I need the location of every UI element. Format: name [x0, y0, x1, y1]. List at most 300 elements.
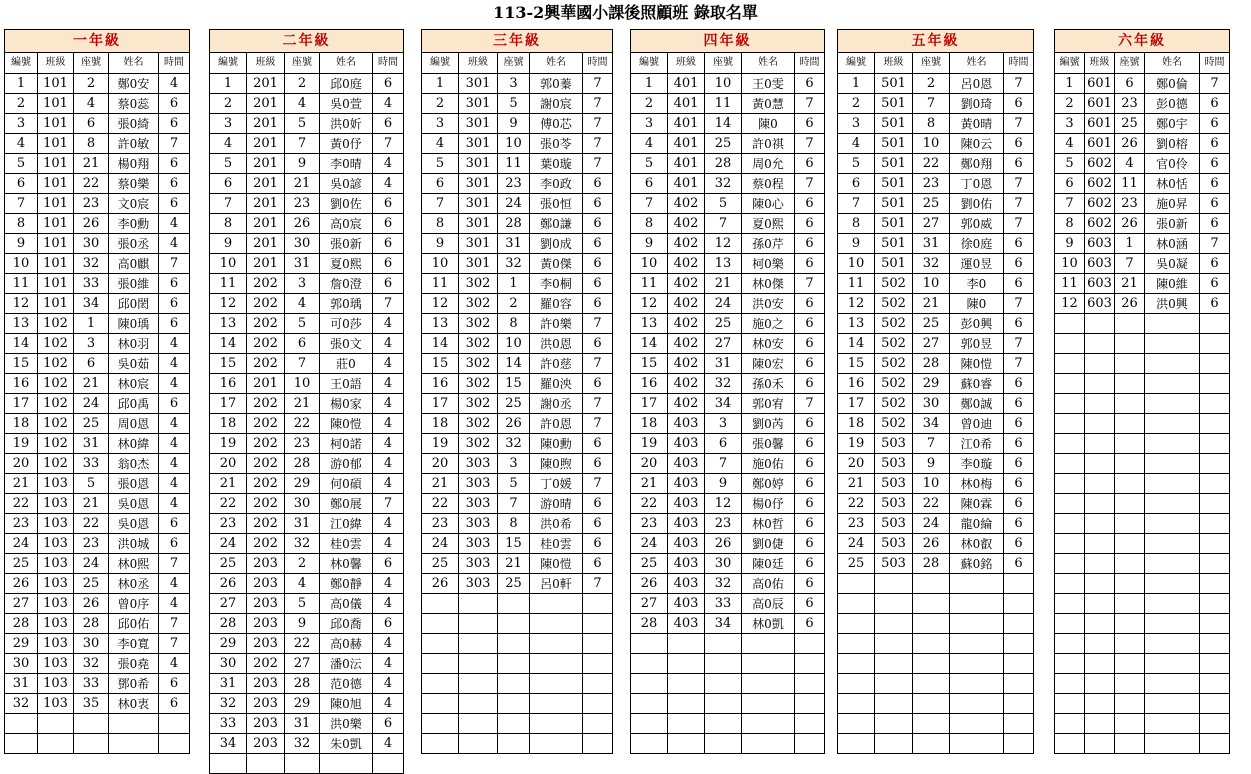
table-row: [210, 214, 404, 234]
cell-seat: 28: [498, 214, 530, 234]
empty-cell: [1115, 634, 1145, 654]
table-row: [631, 174, 825, 194]
cell-class: 602: [1085, 194, 1115, 214]
cell-time: 6: [1200, 94, 1230, 114]
empty-cell: [1004, 674, 1034, 694]
cell-class: 101: [38, 254, 74, 274]
cell-seat: 27: [285, 654, 320, 674]
cell-time: 6: [583, 454, 613, 474]
empty-cell: [1200, 714, 1230, 734]
cell-name: 羅0容: [530, 294, 583, 314]
cell-time: 4: [373, 154, 404, 174]
table-row: [838, 494, 1034, 514]
table-row: [210, 94, 404, 114]
cell-seat: 15: [498, 534, 530, 554]
cell-name: 陳0云: [950, 134, 1004, 154]
cell-no: 4: [5, 134, 38, 154]
table-row: [1055, 174, 1230, 194]
empty-row: [1055, 374, 1230, 394]
table-row: [422, 454, 613, 474]
empty-cell: [422, 594, 459, 614]
cell-seat: 30: [285, 494, 320, 514]
table-row: [5, 254, 190, 274]
cell-no: 14: [838, 334, 875, 354]
cell-no: 9: [5, 234, 38, 254]
cell-name: 柯0樂: [742, 254, 795, 274]
empty-cell: [1055, 434, 1085, 454]
cell-no: 25: [422, 554, 459, 574]
cell-name: 洪0興: [1145, 294, 1200, 314]
cell-name: 高0宸: [320, 214, 373, 234]
empty-row: [422, 654, 613, 674]
cell-seat: 30: [705, 554, 742, 574]
cell-class: 401: [668, 94, 705, 114]
cell-no: 6: [5, 174, 38, 194]
cell-name: 吳0茹: [109, 354, 159, 374]
cell-seat: 26: [1115, 294, 1145, 314]
empty-cell: [583, 694, 613, 714]
cell-time: 7: [1200, 74, 1230, 94]
empty-cell: [1115, 694, 1145, 714]
cell-seat: 23: [1115, 94, 1145, 114]
cell-class: 403: [668, 414, 705, 434]
cell-no: 17: [5, 394, 38, 414]
table-row: [838, 234, 1034, 254]
cell-class: 403: [668, 494, 705, 514]
empty-cell: [109, 734, 159, 754]
cell-no: 5: [1055, 154, 1085, 174]
cell-seat: 10: [498, 334, 530, 354]
cell-seat: 5: [498, 474, 530, 494]
cell-no: 19: [838, 434, 875, 454]
cell-class: 501: [875, 94, 913, 114]
cell-no: 7: [631, 194, 668, 214]
cell-no: 8: [210, 214, 247, 234]
empty-cell: [795, 634, 825, 654]
cell-time: 7: [583, 94, 613, 114]
empty-cell: [875, 634, 913, 654]
cell-no: 16: [422, 374, 459, 394]
empty-row: [210, 754, 404, 774]
cell-name: 鄭0謙: [530, 214, 583, 234]
grade-title: 四年級: [631, 30, 825, 53]
cell-class: 301: [459, 74, 498, 94]
cell-no: 24: [5, 534, 38, 554]
table-row: [1055, 294, 1230, 314]
empty-cell: [875, 734, 913, 754]
cell-name: 劉0佑: [950, 194, 1004, 214]
cell-seat: 25: [913, 314, 950, 334]
cell-name: 劉0芮: [742, 414, 795, 434]
cell-no: 27: [5, 594, 38, 614]
cell-class: 601: [1085, 74, 1115, 94]
empty-cell: [631, 694, 668, 714]
table-row: [631, 234, 825, 254]
cell-time: 6: [795, 74, 825, 94]
cell-time: 7: [583, 154, 613, 174]
cell-time: 6: [1004, 474, 1034, 494]
cell-time: 6: [583, 274, 613, 294]
table-row: [838, 334, 1034, 354]
cell-time: 4: [373, 694, 404, 714]
cell-name: 林0恬: [1145, 174, 1200, 194]
table-row: [210, 654, 404, 674]
cell-seat: 4: [285, 574, 320, 594]
empty-cell: [459, 654, 498, 674]
table-row: [5, 474, 190, 494]
cell-class: 101: [38, 234, 74, 254]
cell-time: 6: [795, 494, 825, 514]
empty-cell: [1200, 374, 1230, 394]
cell-class: 401: [668, 74, 705, 94]
empty-row: [422, 634, 613, 654]
cell-no: 6: [210, 174, 247, 194]
grade-4-table: [630, 29, 825, 754]
cell-class: 103: [38, 574, 74, 594]
cell-name: 吳0恩: [109, 494, 159, 514]
cell-class: 402: [668, 274, 705, 294]
grade-title: 三年級: [422, 30, 613, 53]
cell-no: 19: [422, 434, 459, 454]
cell-name: 潘0沄: [320, 654, 373, 674]
cell-name: 張0馨: [742, 434, 795, 454]
cell-name: 郭0宥: [742, 394, 795, 414]
cell-time: 7: [159, 134, 190, 154]
cell-seat: 23: [498, 174, 530, 194]
cell-class: 303: [459, 474, 498, 494]
cell-time: 7: [1004, 174, 1034, 194]
cell-name: 江0緯: [320, 514, 373, 534]
cell-class: 602: [1085, 154, 1115, 174]
table-row: [631, 454, 825, 474]
cell-seat: 21: [74, 494, 109, 514]
cell-time: 4: [159, 654, 190, 674]
cell-class: 402: [668, 254, 705, 274]
cell-no: 15: [5, 354, 38, 374]
empty-cell: [1004, 714, 1034, 734]
cell-seat: 5: [74, 474, 109, 494]
table-row: [631, 374, 825, 394]
cell-class: 202: [247, 474, 285, 494]
empty-cell: [1200, 594, 1230, 614]
cell-time: 6: [795, 354, 825, 374]
cell-name: 林0宸: [109, 374, 159, 394]
cell-time: 6: [1200, 154, 1230, 174]
empty-cell: [1085, 414, 1115, 434]
empty-cell: [1115, 514, 1145, 534]
cell-seat: 32: [705, 374, 742, 394]
empty-cell: [838, 594, 875, 614]
cell-class: 101: [38, 134, 74, 154]
cell-name: 謝0丞: [530, 394, 583, 414]
table-row: [210, 534, 404, 554]
cell-time: 4: [159, 354, 190, 374]
cell-seat: 25: [705, 314, 742, 334]
empty-cell: [838, 734, 875, 754]
empty-cell: [320, 754, 373, 774]
cell-time: 4: [159, 234, 190, 254]
empty-cell: [1055, 454, 1085, 474]
cell-no: 29: [5, 634, 38, 654]
cell-seat: 31: [285, 514, 320, 534]
cell-class: 103: [38, 614, 74, 634]
empty-cell: [422, 674, 459, 694]
cell-name: 洪0樂: [320, 714, 373, 734]
cell-no: 33: [210, 714, 247, 734]
table-row: [631, 194, 825, 214]
cell-time: 7: [583, 394, 613, 414]
empty-cell: [1085, 334, 1115, 354]
cell-seat: 34: [705, 394, 742, 414]
column-header-no: 編號: [631, 53, 668, 74]
cell-name: 陳0心: [742, 194, 795, 214]
cell-no: 8: [1055, 214, 1085, 234]
cell-time: 7: [795, 94, 825, 114]
cell-no: 22: [422, 494, 459, 514]
cell-seat: 8: [498, 314, 530, 334]
column-header-seat: 座號: [913, 53, 950, 74]
cell-time: 6: [373, 234, 404, 254]
table-row: [838, 74, 1034, 94]
cell-no: 26: [631, 574, 668, 594]
cell-class: 501: [875, 214, 913, 234]
cell-name: 林0熙: [109, 554, 159, 574]
cell-seat: 5: [285, 594, 320, 614]
empty-row: [631, 674, 825, 694]
cell-time: 4: [159, 214, 190, 234]
cell-name: 郭0蓁: [530, 74, 583, 94]
cell-no: 15: [838, 354, 875, 374]
cell-name: 吳0萱: [320, 94, 373, 114]
cell-class: 203: [247, 614, 285, 634]
cell-time: 7: [159, 634, 190, 654]
empty-cell: [1085, 734, 1115, 754]
empty-cell: [913, 674, 950, 694]
cell-class: 201: [247, 214, 285, 234]
cell-time: 6: [583, 294, 613, 314]
column-header-time: 時間: [159, 53, 190, 74]
cell-class: 102: [38, 374, 74, 394]
cell-no: 16: [210, 374, 247, 394]
empty-cell: [1004, 614, 1034, 634]
cell-time: 7: [795, 134, 825, 154]
cell-class: 302: [459, 354, 498, 374]
table-row: [422, 234, 613, 254]
cell-seat: 23: [74, 194, 109, 214]
cell-name: 邱0庭: [320, 74, 373, 94]
table-row: [210, 114, 404, 134]
table-row: [5, 74, 190, 94]
cell-seat: 1: [1115, 234, 1145, 254]
cell-no: 28: [631, 614, 668, 634]
cell-name: 張0苓: [530, 134, 583, 154]
cell-seat: 21: [498, 554, 530, 574]
cell-class: 201: [247, 134, 285, 154]
cell-time: 6: [159, 94, 190, 114]
cell-class: 101: [38, 114, 74, 134]
cell-class: 102: [38, 394, 74, 414]
column-header-row: [5, 53, 190, 74]
table-row: [631, 574, 825, 594]
empty-cell: [668, 714, 705, 734]
empty-row: [1055, 694, 1230, 714]
cell-time: 6: [159, 294, 190, 314]
empty-row: [838, 594, 1034, 614]
empty-cell: [159, 714, 190, 734]
cell-class: 201: [247, 154, 285, 174]
cell-time: 7: [795, 174, 825, 194]
cell-name: 范0德: [320, 674, 373, 694]
cell-no: 9: [838, 234, 875, 254]
empty-cell: [1145, 414, 1200, 434]
empty-cell: [1004, 694, 1034, 714]
cell-seat: 34: [705, 614, 742, 634]
cell-seat: 3: [285, 274, 320, 294]
table-row: [631, 554, 825, 574]
empty-row: [1055, 394, 1230, 414]
cell-seat: 7: [285, 134, 320, 154]
cell-no: 17: [422, 394, 459, 414]
empty-cell: [5, 734, 38, 754]
cell-no: 26: [210, 574, 247, 594]
cell-name: 黃0伃: [320, 134, 373, 154]
table-row: [210, 194, 404, 214]
empty-row: [631, 714, 825, 734]
table-row: [631, 94, 825, 114]
empty-cell: [1200, 634, 1230, 654]
empty-cell: [1200, 734, 1230, 754]
cell-name: 張0堯: [109, 654, 159, 674]
cell-time: 4: [373, 474, 404, 494]
cell-no: 24: [210, 534, 247, 554]
cell-no: 13: [422, 314, 459, 334]
empty-cell: [1145, 334, 1200, 354]
empty-row: [1055, 514, 1230, 534]
cell-class: 202: [247, 534, 285, 554]
empty-row: [5, 714, 190, 734]
column-header-class: 班級: [1085, 53, 1115, 74]
cell-no: 15: [422, 354, 459, 374]
cell-no: 7: [210, 194, 247, 214]
cell-seat: 7: [498, 494, 530, 514]
cell-time: 7: [1004, 354, 1034, 374]
cell-no: 10: [422, 254, 459, 274]
table-row: [5, 194, 190, 214]
cell-seat: 33: [705, 594, 742, 614]
cell-name: 孫0禾: [742, 374, 795, 394]
table-row: [631, 134, 825, 154]
empty-cell: [1085, 554, 1115, 574]
cell-class: 402: [668, 334, 705, 354]
cell-class: 403: [668, 534, 705, 554]
grade-6-table: [1054, 29, 1230, 754]
cell-class: 302: [459, 374, 498, 394]
empty-cell: [498, 654, 530, 674]
table-row: [631, 474, 825, 494]
column-header-seat: 座號: [285, 53, 320, 74]
cell-name: 周0恩: [109, 414, 159, 434]
table-row: [1055, 234, 1230, 254]
cell-name: 蔡0蕊: [109, 94, 159, 114]
cell-name: 林0衷: [109, 694, 159, 714]
cell-time: 7: [1004, 194, 1034, 214]
empty-cell: [1055, 474, 1085, 494]
cell-class: 502: [875, 394, 913, 414]
cell-time: 6: [1004, 254, 1034, 274]
grade-title: 二年級: [210, 30, 404, 53]
cell-time: 7: [583, 474, 613, 494]
empty-cell: [1200, 654, 1230, 674]
table-row: [422, 134, 613, 154]
empty-cell: [459, 594, 498, 614]
cell-name: 游0郁: [320, 454, 373, 474]
cell-class: 103: [38, 634, 74, 654]
empty-cell: [583, 634, 613, 654]
cell-class: 401: [668, 114, 705, 134]
cell-name: 鄭0展: [320, 494, 373, 514]
table-row: [1055, 194, 1230, 214]
grade-1-table: [4, 29, 190, 754]
cell-seat: 3: [498, 74, 530, 94]
cell-class: 102: [38, 354, 74, 374]
cell-class: 201: [247, 114, 285, 134]
cell-seat: 26: [74, 594, 109, 614]
cell-seat: 32: [913, 254, 950, 274]
cell-class: 102: [38, 334, 74, 354]
empty-cell: [1145, 314, 1200, 334]
cell-time: 7: [1004, 114, 1034, 134]
cell-name: 何0碩: [320, 474, 373, 494]
cell-no: 13: [838, 314, 875, 334]
cell-seat: 28: [285, 454, 320, 474]
empty-cell: [459, 674, 498, 694]
table-row: [422, 434, 613, 454]
cell-class: 203: [247, 554, 285, 574]
column-header-seat: 座號: [498, 53, 530, 74]
table-row: [1055, 154, 1230, 174]
cell-seat: 22: [74, 174, 109, 194]
column-header-row: [838, 53, 1034, 74]
empty-cell: [742, 674, 795, 694]
cell-class: 201: [247, 234, 285, 254]
cell-no: 21: [631, 474, 668, 494]
empty-cell: [1055, 634, 1085, 654]
empty-cell: [668, 654, 705, 674]
cell-seat: 29: [285, 694, 320, 714]
cell-seat: 6: [705, 434, 742, 454]
empty-cell: [498, 594, 530, 614]
empty-cell: [459, 714, 498, 734]
column-header-row: [1055, 53, 1230, 74]
cell-class: 202: [247, 514, 285, 534]
cell-no: 32: [5, 694, 38, 714]
cell-no: 2: [210, 94, 247, 114]
cell-name: 丁0媛: [530, 474, 583, 494]
cell-class: 303: [459, 454, 498, 474]
cell-no: 20: [422, 454, 459, 474]
column-header-no: 編號: [5, 53, 38, 74]
table-row: [838, 554, 1034, 574]
cell-no: 6: [422, 174, 459, 194]
cell-name: 黃0晴: [950, 114, 1004, 134]
cell-time: 7: [583, 314, 613, 334]
cell-seat: 31: [285, 254, 320, 274]
cell-time: 7: [583, 414, 613, 434]
empty-cell: [583, 654, 613, 674]
table-row: [631, 594, 825, 614]
cell-seat: 1: [498, 274, 530, 294]
cell-name: 羅0泱: [530, 374, 583, 394]
